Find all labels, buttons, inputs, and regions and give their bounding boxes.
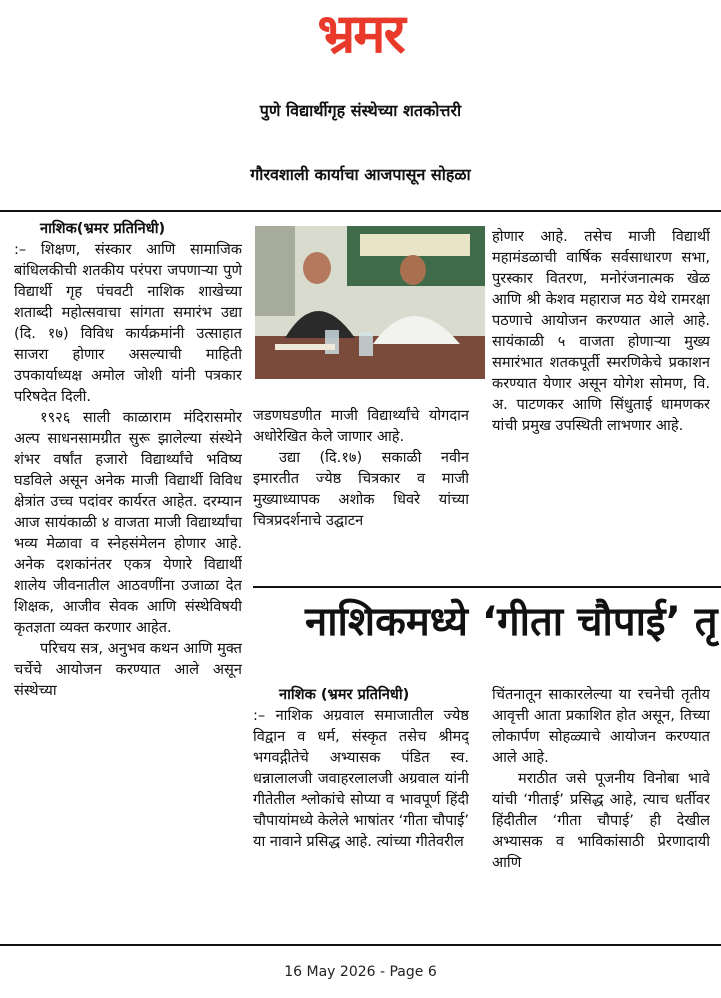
story1-paragraph-2: १९२६ साली काळाराम मंदिरासमोर अल्प साधनसामग्रीत सुरू झालेल्या संस्थेने शंभर वर्षांत हजारो विद्यार्थ्यांचे भविष्य घडविले असून अनेक माजी विद्यार्थी विविध क्षेत्रांत उच्च पदांवर कार्यरत आहेत. दरम्यान आज सायंकाळी ४ वाजता माजी विद्यार्थ्यांचा भव्य मेळावा व स्नेहसंमेलन होणार आहे. अनेक दशकांनंतर एकत्र येणारे विद्यार्थी शालेय जीवनातील आठवणींना उजाळा देत शिक्षक, आजीव सेवक आणि संस्थेविषयी कृतज्ञता व्यक्त करणार आहेत. [14, 409, 242, 636]
story1-col2-paragraph-2: उद्या (दि.१७) सकाळी नवीन इमारतीत ज्येष्ठ चित्रकार व माजी मुख्याध्यापक अशोक धिवरे यांच्या चित्रप्रदर्शनाचे उद्घाटन [253, 449, 469, 529]
page-footer: 16 May 2026 - Page 6 [284, 964, 437, 980]
story1-col2-paragraph-1: जडणघडणीत माजी विद्यार्थ्यांचे योगदान अधोरेखित केले जाणार आहे. [253, 407, 469, 445]
story2-column-2 [492, 684, 710, 940]
story2-column-1 [253, 684, 469, 940]
story1-column-1 [14, 218, 242, 942]
story1-column-3 [492, 226, 710, 576]
masthead-logo: भ्रमर [317, 2, 404, 65]
headline-line-2: गौरवशाली कार्याचा आजपासून सोहळा [250, 165, 471, 184]
story2-col2-paragraph-2: मराठीत जसे पूजनीय विनोबा भावे यांची ‘गीताई’ प्रसिद्ध आहे, त्याच धर्तीवर हिंदीतील ‘गीता चौपाई’ ही देखील अभ्यासक व भाविकांसाठी प्रेरणादायी आणि [492, 770, 710, 871]
story1-column-2 [253, 405, 469, 581]
story2-dateline: नाशिक (भ्रमर प्रतिनिधी) [279, 686, 410, 703]
story2-headline-box [253, 588, 721, 660]
story1-paragraph-1: :– शिक्षण, संस्कार आणि सामाजिक बांधिलकीची शतकीय परंपरा जपणाऱ्या पुणे विद्यार्थी गृह पंचवटी नाशिक शाखेच्या शताब्दी महोत्सवाचा सांगता समारंभ उद्या (दि. १७) विविध कार्यक्रमांनी उत्साहात साजरा होणार असल्याची माहिती उपकार्याध्यक्ष अमोल जोशी यांनी पत्रकार परिषदेत दिली. [14, 241, 242, 405]
story2-headline: नाशिकमध्ये ‘गीता चौपाई’ तृ [305, 599, 718, 645]
story1-paragraph-3: परिचय सत्र, अनुभव कथन आणि मुक्त चर्चेचे आयोजन करण्यात आले असून संस्थेच्या [14, 640, 242, 699]
story2-paragraph-1: :– नाशिक अग्रवाल समाजातील ज्येष्ठ विद्वान व धर्म, संस्कृत तसेच श्रीमद् भगवद्गीतेचे अभ्यासक पंडित स्व. धन्नालालजी जवाहरलालजी अग्रवाल यांनी गीतेतील श्लोकांचे सोप्या व भावपूर्ण हिंदी चौपायांमध्ये केलेले भाषांतर ‘गीता चौपाई’ या नावाने प्रसिद्ध आहे. त्यांच्या गीतेवरील [253, 707, 469, 850]
bottom-rule [0, 944, 721, 946]
story1-dateline: नाशिक(भ्रमर प्रतिनिधी) [40, 220, 166, 237]
story1-col3-paragraph: होणार आहे. तसेच माजी विद्यार्थी महामंडळाची वार्षिक सर्वसाधारण सभा, पुरस्कार वितरण, मनोरंजनात्मक खेळ आणि श्री केशव महाराज मठ येथे रामरक्षा पठणाचे आयोजन करण्यात आले आहे. सायंकाळी ५ वाजता होणाऱ्या मुख्य समारंभात शतकपूर्ती स्मरणिकेचे प्रकाशन करण्यात येणार असून योगेश सोमण, वि. अ. पाटणकर आणि सिंधुताई धामणकर यांची प्रमुख उपस्थिती लाभणार आहे. [492, 228, 710, 434]
story2-col2-paragraph-1: चिंतनातून साकारलेल्या या रचनेची तृतीय आवृत्ती आता प्रकाशित होत असून, तिच्या लोकार्पण सोहळ्याचे आयोजन करण्यात आले आहे. [492, 686, 710, 766]
headline-line-1: पुणे विद्यार्थीगृह संस्थेच्या शतकोत्तरी [259, 101, 462, 120]
story1-photo [255, 226, 485, 379]
headline-rule [0, 210, 721, 212]
